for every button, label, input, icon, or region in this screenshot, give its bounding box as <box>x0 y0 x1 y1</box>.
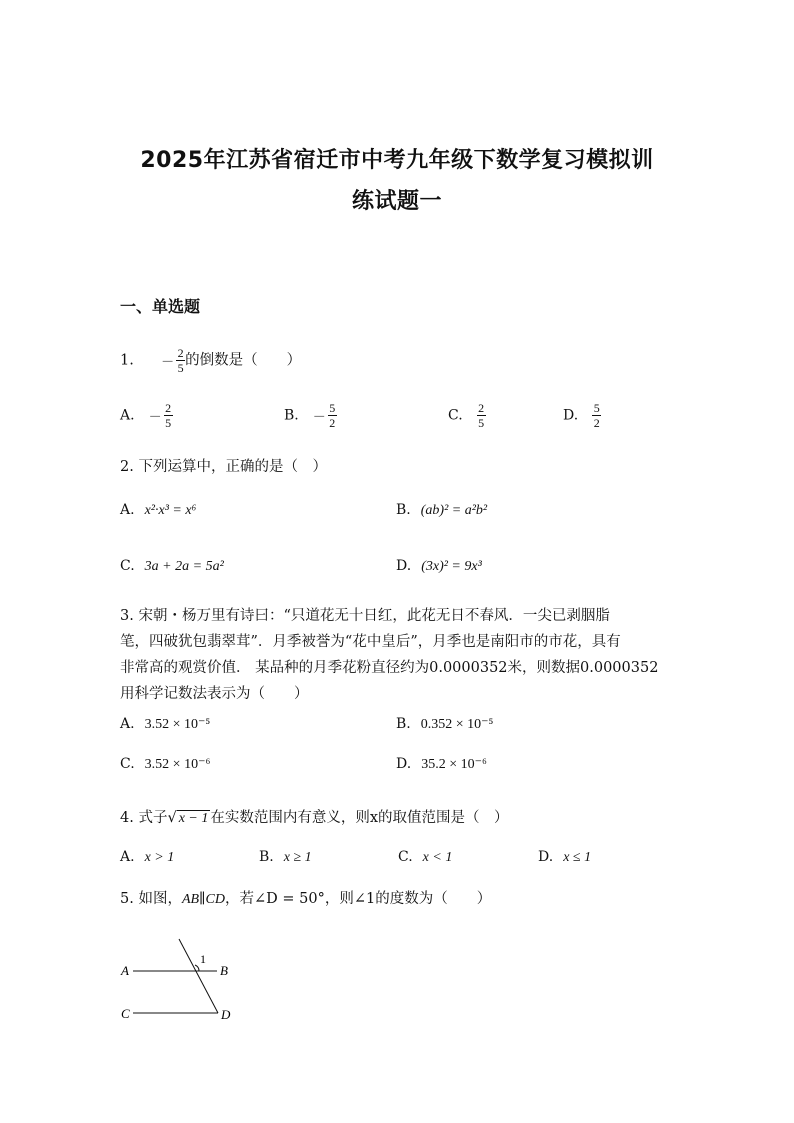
point-label-b: B <box>220 963 228 978</box>
q2-option-a[interactable]: A. x²·x³ = x⁶ <box>120 502 197 518</box>
q3-option-a[interactable]: A. 3.52 × 10⁻⁵ <box>120 716 211 732</box>
section-heading: 一、单选题 <box>120 297 201 316</box>
question-3-line4: 用科学记数法表示为（ ） <box>120 686 309 702</box>
geometry-figure <box>115 935 245 1030</box>
q4-option-d[interactable]: D. x ≤ 1 <box>538 849 592 865</box>
transversal-line <box>179 939 218 1013</box>
point-label-a: A <box>121 963 129 978</box>
q2-option-b[interactable]: B. (ab)² = a²b² <box>396 502 488 518</box>
q1-option-a[interactable]: A. － $\frac{2}{5}$ <box>120 401 172 430</box>
q1-option-b[interactable]: B. － $\frac{5}{2}$ <box>284 401 336 430</box>
q3-option-d[interactable]: D. 35.2 × 10⁻⁶ <box>396 756 487 772</box>
question-3-line2: 笔，四破犹包翡翠茸”．月季被誉为“花中皇后”，月季也是南阳市的市花，具有 <box>120 634 621 650</box>
fraction: $\frac{2}{5}$ <box>177 346 184 375</box>
sqrt-symbol: √ <box>167 810 177 826</box>
q1-option-d[interactable]: D. $\frac{5}{2}$ <box>563 401 600 430</box>
radicand: x − 1 <box>178 811 209 826</box>
parallel-expr: AB∥CD <box>181 892 225 907</box>
q3-option-c[interactable]: C. 3.52 × 10⁻⁶ <box>120 756 211 772</box>
question-text: 的倒数是（ ） <box>185 352 302 369</box>
minus-sign: － <box>161 354 175 369</box>
q1-option-c[interactable]: C. $\frac{2}{5}$ <box>448 401 485 430</box>
question-3-line1: 3. 宋朝・杨万里有诗曰：“只道花无十日红，此花无日不春风．一尖已剥胭脂 <box>120 608 610 624</box>
page-title-line1: 2025年江苏省宿迁市中考九年级下数学复习模拟训 <box>140 148 654 173</box>
q2-option-c[interactable]: C. 3a + 2a = 5a² <box>120 558 224 574</box>
question-5: 5. 如图，AB∥CD，若∠D = 50°，则∠1的度数为（ ） <box>120 891 492 907</box>
question-2: 2. 下列运算中，正确的是（ ） <box>120 459 327 475</box>
q4-option-c[interactable]: C. x < 1 <box>398 849 453 865</box>
question-1 <box>120 347 301 374</box>
question-4: 4. 式子√ x − 1 在实数范围内有意义，则x的取值范围是（ ） <box>120 810 509 826</box>
point-label-d: D <box>221 1007 231 1022</box>
question-3-line3: 非常高的观赏价值． 某品种的月季花粉直径约为0.0000352米，则数据0.0000352 <box>120 660 659 676</box>
question-number: 1. <box>120 352 134 369</box>
q4-option-b[interactable]: B. x ≥ 1 <box>259 849 312 865</box>
q2-option-d[interactable]: D. (3x)² = 9x³ <box>396 558 482 574</box>
q3-option-b[interactable]: B. 0.352 × 10⁻⁵ <box>396 716 494 732</box>
angle-label-1: 1 <box>200 952 206 966</box>
point-label-c: C <box>121 1006 130 1021</box>
page-title-line2: 练试题一 <box>351 189 442 214</box>
q4-option-a[interactable]: A. x > 1 <box>120 849 175 865</box>
